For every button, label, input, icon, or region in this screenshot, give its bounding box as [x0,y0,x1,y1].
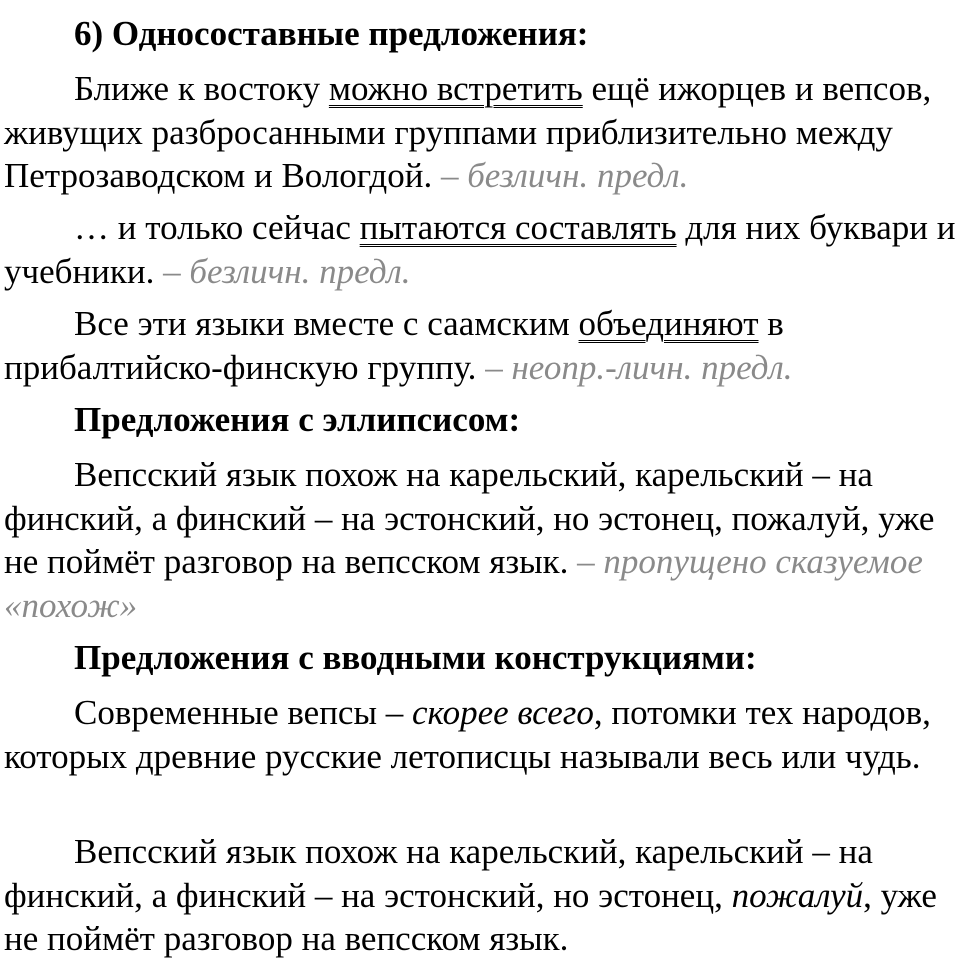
sentence-text: ещё ижорцев и вепсов, живущих разбросанными группами приблизительно между Петрозаводском и Вологдой. [4,69,932,195]
grammar-note: – безличн. предл. [440,156,689,195]
introductory-word: пожалуй [731,875,864,915]
example-impersonal-sentence-1 [4,67,956,198]
section-heading-one-member-sentences: 6) Односоставные предложения: [74,14,589,53]
sentence-text: , потомки тех народов, которых древние русские летописцы называли весь или чудь. [4,693,931,776]
introductory-word: скорее всего [412,693,594,732]
sentence-text: в прибалтийско-финскую группу. [4,304,784,387]
grammar-note: – неопр.-личн. предл. [485,347,793,387]
sentence-text: Современные вепсы – [74,693,412,732]
section-heading-introductory-constructions: Предложения с вводными конструкциями: [74,638,757,677]
predicate-underlined: пытаются составлять [359,208,677,247]
example-introductory-sentence-2 [4,830,956,961]
section-heading-ellipsis: Предложения с эллипсисом: [74,400,521,439]
sentence-text: … и только сейчас [74,208,360,247]
sentence-text: Ближе к востоку [74,69,329,108]
sentence-text: , уже не поймёт разговор на вепсском язык. [4,875,937,958]
predicate-underlined: объединяют [578,304,759,343]
grammar-note: – пропущено сказуемое «похож» [4,542,923,625]
sentence-text: Вепсский язык похож на карельский, карельский – на финский, а финский – на эстонский, но эстонец, [4,832,873,915]
example-introductory-sentence-1 [4,691,956,778]
sentence-text: Все эти языки вместе с саамским [74,304,579,343]
example-ellipsis-sentence [4,453,956,627]
example-impersonal-sentence-2 [4,206,956,293]
sentence-text: для них буквари и учебники. [4,208,956,291]
grammar-note: – безличн. предл. [163,251,411,291]
predicate-underlined: можно встретить [328,69,583,108]
sentence-text: Вепсский язык похож на карельский, карельский – на финский, а финский – на эстонский, но эстонец, пожалуй, уже не поймёт разговор на вепсском язык. [4,455,935,581]
example-indefinite-personal-sentence [4,302,956,389]
